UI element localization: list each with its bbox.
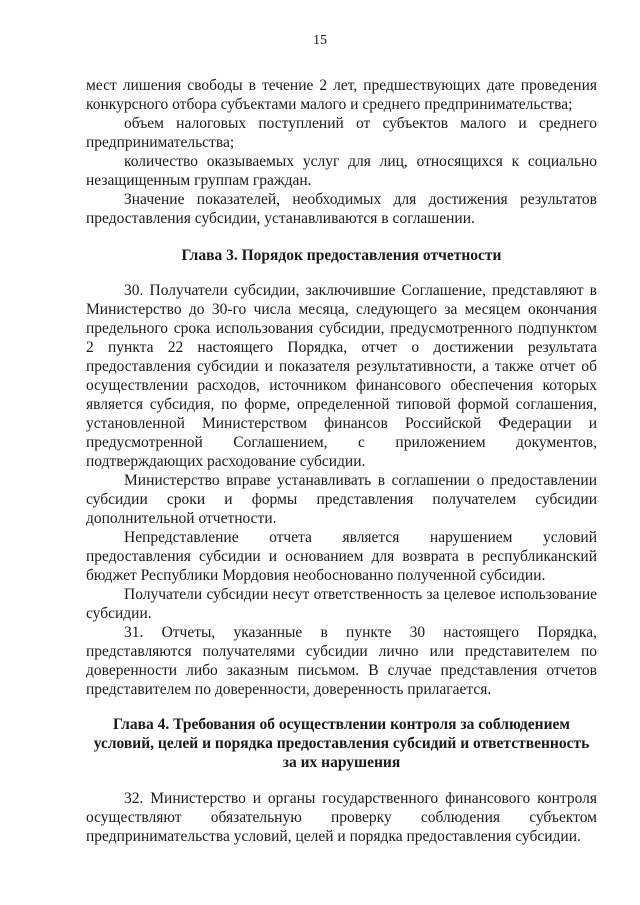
paragraph: Непредставление отчета является нарушением условий предоставления субсидии и основанием для возврата в республиканский бюджет Республики Мордовия необоснованно полученной субсидии.: [86, 529, 597, 584]
paragraph: Получатели субсидии несут ответственность за целевое использование субсидии.: [86, 586, 597, 622]
page-number: 15: [313, 33, 327, 48]
paragraph: объем налоговых поступлений от субъектов малого и среднего предпринимательства;: [86, 115, 597, 151]
paragraph: 30. Получатели субсидии, заключившие Соглашение, представляют в Министерство до 30-го числа месяца, следующего за месяцем окончания предельного срока использования субсидии, предусмотренного подпунктом 2 пункта 22 настоящего Порядка, отчет о достижении результата предоставления субсидии и показателя результативности, а также отчет об осуществлении расходов, источником финансового обеспечения которых является субсидия, по форме, определенной типовой формой соглашения, установленной Министерством финансов Российской Федерации и предусмотренной Соглашением, с приложением документов, подтверждающих расходование субсидии.: [86, 282, 597, 470]
chapter-3-heading: Глава 3. Порядок предоставления отчетности: [181, 247, 502, 264]
paragraph: количество оказываемых услуг для лиц, относящихся к социально незащищенным группам граждан.: [86, 153, 597, 189]
chapter-4-heading: Глава 4. Требования об осуществлении контроля за соблюдением условий, целей и порядка предоставления субсидий и ответственность за их нарушения: [93, 716, 590, 771]
paragraph: 31. Отчеты, указанные в пункте 30 настоящего Порядка, представляются получателями субсидии лично или представителем по доверенности либо заказным письмом. В случае представления отчетов представителем по доверенности, доверенность прилагается.: [86, 624, 597, 698]
document-body: [86, 76, 597, 846]
paragraph: Значение показателей, необходимых для достижения результатов предоставления субсидии, устанавливаются в соглашении.: [86, 191, 597, 227]
paragraph: мест лишения свободы в течение 2 лет, предшествующих дате проведения конкурсного отбора субъектами малого и среднего предпринимательства;: [86, 77, 597, 113]
spacer: [86, 772, 597, 789]
paragraph: 32. Министерство и органы государственного финансового контроля осуществляют обязательную проверку соблюдения субъектом предпринимательства условий, целей и порядка предоставления субсидии.: [86, 790, 597, 845]
paragraph: Министерство вправе устанавливать в соглашении о предоставлении субсидии сроки и формы представления получателем субсидии дополнительной отчетности.: [86, 472, 597, 527]
spacer: [86, 265, 597, 281]
spacer: [86, 228, 597, 246]
spacer: [86, 699, 597, 715]
